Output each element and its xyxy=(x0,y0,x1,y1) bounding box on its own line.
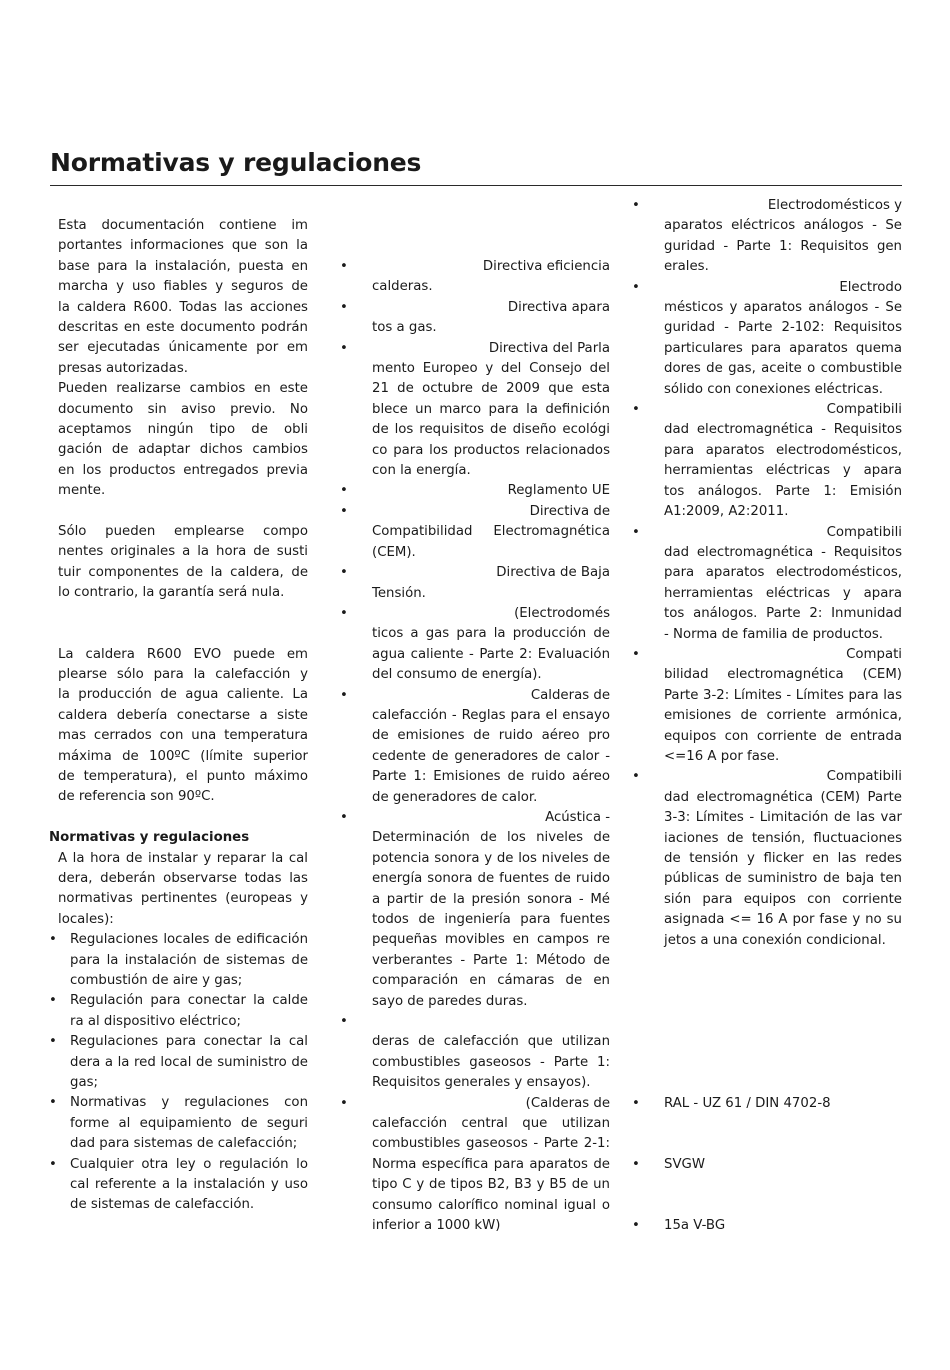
text-line: • Directiva de Baja xyxy=(496,565,610,581)
text-line: de generadores de calor. xyxy=(372,789,538,805)
text-line: A1:2009, A2:2011. xyxy=(664,504,789,520)
list-item xyxy=(340,298,610,339)
column-standards xyxy=(632,196,902,1237)
text-line: Parte 3-2: Límites - Límites para las xyxy=(664,687,902,703)
text-line: gas; xyxy=(70,1075,98,1091)
text-line: caldera debería conectarse a siste xyxy=(58,707,308,723)
text-line: • Acústica - xyxy=(545,809,610,825)
text-line: dores de gas, aceite o combustible xyxy=(664,361,902,377)
title-divider xyxy=(50,185,902,186)
text-line: Esta documentación contiene im xyxy=(58,218,308,233)
text-line: agua caliente - Parte 2: Evaluación xyxy=(372,646,610,662)
text-line: - Norma de familia de productos. xyxy=(664,626,884,642)
list-item xyxy=(340,502,610,563)
list-item xyxy=(632,767,902,951)
text-line: dad electromagnética - Requisitos xyxy=(664,544,902,560)
text-line: combustibles gaseosos - Parte 2-1: xyxy=(372,1136,610,1152)
text-line: máxima de 100ºC (límite superior xyxy=(58,748,308,764)
text-line: públicas de suministro de baja ten xyxy=(664,871,902,887)
text-line: normativas pertinentes (europeas y xyxy=(58,891,308,907)
text-line: • 15a V-BG xyxy=(664,1218,726,1234)
text-line: de emisiones de ruido aéreo pro xyxy=(372,728,610,744)
text-line: base para la instalación, puesta en xyxy=(58,258,308,274)
text-line: herramientas eléctricas y apara xyxy=(664,585,902,601)
text-line: • Regulación para conectar la calde xyxy=(70,993,308,1009)
text-line: • Calderas de xyxy=(530,687,610,703)
text-line: tos análogos. Parte 1: Emisión xyxy=(664,483,902,499)
text-line: para aparatos electrodomésticos, xyxy=(664,565,902,581)
text-line: • Regulaciones locales de edificación xyxy=(70,932,308,948)
text-line: • Directiva eficiencia xyxy=(482,259,610,274)
text-line: guridad - Parte 2-102: Requisitos xyxy=(664,320,902,336)
text-line: • Compatibili xyxy=(826,769,902,785)
text-line: dad para sistemas de calefacción; xyxy=(70,1136,298,1152)
text-line: a partir de la presión sonora - Mé xyxy=(372,891,610,907)
text-line: con la energía. xyxy=(372,463,471,479)
list-item xyxy=(340,1094,610,1237)
text-line: • Directiva del Parla xyxy=(488,340,610,356)
page-title: Normativas y regulaciones xyxy=(50,148,422,177)
text-line: tos análogos. Parte 2: Inmunidad xyxy=(664,606,902,622)
text-line: potencia sonora y de los niveles de xyxy=(372,850,610,866)
text-line: mas cerrados con una temperatura xyxy=(58,728,308,744)
list-item xyxy=(49,1093,308,1154)
text-line: cal referente a la instalación y uso xyxy=(70,1177,308,1193)
list-item xyxy=(49,1032,308,1093)
text-line: calderas. xyxy=(372,279,433,295)
list-item xyxy=(340,686,610,808)
original-parts-paragraph xyxy=(58,522,308,604)
text-line: combustión de aire y gas; xyxy=(70,972,243,988)
text-line: Parte 1: Emisiones de ruido aéreo xyxy=(372,769,610,785)
text-line: dera, deberán observarse todas las xyxy=(58,870,308,886)
text-line: la producción de agua caliente. La xyxy=(58,687,308,703)
text-line: A la hora de instalar y reparar la cal xyxy=(58,850,308,866)
text-line: Compatibilidad Electromagnética xyxy=(372,524,610,540)
text-line: herramientas eléctricas y apara xyxy=(664,463,902,479)
intro-paragraph xyxy=(58,216,308,502)
text-line: de sistemas de calefacción. xyxy=(70,1197,255,1213)
text-line: nentes originales a la hora de susti xyxy=(58,544,308,560)
text-line: verberantes - Parte 1: Método de xyxy=(372,952,610,968)
list-item xyxy=(632,523,902,645)
text-line: • Electrodo xyxy=(839,279,902,295)
text-line: • Electrodomésticos y xyxy=(767,198,902,213)
text-line: bilidad electromagnética (CEM) xyxy=(664,667,902,683)
text-line: • (Electrodomés xyxy=(514,605,610,621)
text-line: • Directiva de xyxy=(529,503,610,519)
text-line: presas autorizadas. xyxy=(58,360,188,376)
list-item xyxy=(632,400,902,522)
text-line: emisiones de corriente armónica, xyxy=(664,708,902,724)
text-line: gación de adaptar dichos cambios xyxy=(58,442,308,458)
text-line: de temperatura), el punto máximo xyxy=(58,768,308,784)
text-line: tipo C y de tipos B2, B3 y B5 de un xyxy=(372,1177,610,1193)
list-item xyxy=(49,1155,308,1216)
text-line: erales. xyxy=(664,259,709,275)
text-line: • RAL - UZ 61 / DIN 4702-8 xyxy=(664,1095,831,1111)
text-line: para aparatos electrodomésticos, xyxy=(664,442,902,458)
text-line: Sólo pueden emplearse compo xyxy=(58,524,308,540)
text-line: Norma específica para aparatos de xyxy=(372,1156,610,1172)
text-line: sayo de paredes duras. xyxy=(372,993,528,1009)
text-line: iaciones de tensión, fluctuaciones xyxy=(664,830,902,846)
text-line: tuir componentes de la caldera, de xyxy=(58,564,308,580)
text-line: • Normativas y regulaciones con xyxy=(70,1095,308,1111)
list-item xyxy=(632,645,902,767)
list-item xyxy=(340,339,610,482)
text-line: Determinación de los niveles de xyxy=(372,830,610,846)
text-line: de referencia son 90ºC. xyxy=(58,789,215,805)
text-line: tos a gas. xyxy=(372,320,437,336)
text-line: Tensión. xyxy=(372,585,426,601)
install-intro-paragraph xyxy=(58,849,308,931)
list-item xyxy=(340,257,610,298)
text-line: dera a la red local de suministro de xyxy=(70,1054,308,1070)
text-line: de tensión y flicker en las redes xyxy=(664,851,902,866)
list-item xyxy=(632,1094,902,1114)
text-line: plearse sólo para la calefacción y xyxy=(58,666,308,682)
text-line: calefacción - Reglas para el ensayo xyxy=(372,707,610,723)
text-line: Pueden realizarse cambios en este xyxy=(58,381,308,397)
list-item xyxy=(340,563,610,604)
text-line: sólido con conexiones eléctricas. xyxy=(664,381,883,397)
text-line: Requisitos generales y ensayos). xyxy=(372,1075,591,1091)
text-line: • Cualquier otra ley o regulación lo xyxy=(70,1156,308,1172)
text-line: <=16 A por fase. xyxy=(664,748,780,764)
list-item xyxy=(632,196,902,278)
usage-paragraph xyxy=(58,645,308,808)
text-line: calefacción central que utilizan xyxy=(372,1116,610,1132)
text-line: lo contrario, la garantía será nula. xyxy=(58,585,285,601)
text-line: ticos a gas para la producción de xyxy=(372,626,610,642)
text-line: co para los productos relacionados xyxy=(372,442,610,458)
list-item xyxy=(340,1012,610,1094)
text-line: • Reglamento UE xyxy=(507,483,610,499)
text-line: mento Europeo y del Consejo del xyxy=(372,361,610,377)
text-line: 3-3: Límites - Limitación de las var xyxy=(664,810,902,826)
text-line: ra al dispositivo eléctrico; xyxy=(70,1013,241,1029)
text-line: para la instalación de sistemas de xyxy=(70,952,308,968)
text-line: jetos a una conexión condicional. xyxy=(664,932,886,948)
list-item xyxy=(340,604,610,686)
text-line: • Regulaciones para conectar la cal xyxy=(70,1034,308,1050)
text-line: del consumo de energía). xyxy=(372,667,542,683)
text-line: aparatos eléctricos análogos - Se xyxy=(664,218,902,234)
text-line: comparación en cámaras de en xyxy=(372,973,610,989)
text-line: en los productos entregados previa xyxy=(58,462,308,478)
text-line: • Compatibili xyxy=(826,524,902,540)
list-item xyxy=(632,278,902,400)
text-line: • (Calderas de xyxy=(525,1095,610,1111)
text-line: • SVGW xyxy=(664,1157,705,1173)
text-line: mésticos y aparatos análogos - Se xyxy=(664,300,902,316)
list-item xyxy=(632,1155,902,1175)
text-line: dad electromagnética (CEM) Parte xyxy=(664,789,902,805)
text-line: pequeñas movibles en campos re xyxy=(372,932,610,948)
text-line: • Compati xyxy=(846,646,902,662)
list-item xyxy=(49,930,308,991)
text-line: dad electromagnética - Requisitos xyxy=(664,422,902,438)
text-line: guridad - Parte 1: Requisitos gen xyxy=(664,238,902,254)
text-line: La caldera R600 EVO puede em xyxy=(58,646,308,662)
text-line: de los requisitos de diseño ecológi xyxy=(372,422,610,438)
text-line: aceptamos ningún tipo de obli xyxy=(58,422,308,438)
text-line: (CEM). xyxy=(372,544,416,560)
text-line: combustibles gaseosos - Parte 1: xyxy=(372,1054,610,1070)
text-line: asignada <= 16 A por fase y no su xyxy=(664,912,902,928)
list-item xyxy=(340,808,610,1012)
text-line: 21 de octubre de 2009 que esta xyxy=(372,381,610,397)
text-line: todos de ingeniería para fuentes xyxy=(372,912,610,927)
text-line: • Compatibili xyxy=(826,402,902,418)
text-line: marcha y uso fiables y seguros de xyxy=(58,279,308,295)
text-line: energía sonora de fuentes de ruido xyxy=(372,871,610,887)
text-line: documento sin aviso previo. No xyxy=(58,401,308,417)
text-line: descritas en este documento podrán xyxy=(58,320,308,336)
text-line xyxy=(372,1012,610,1032)
text-line: la caldera R600. Todas las acciones xyxy=(58,299,308,315)
text-line: portantes informaciones que son la xyxy=(58,238,308,254)
text-line: mente. xyxy=(58,483,106,499)
text-line: blece un marco para la definición xyxy=(372,401,610,417)
text-line: cedente de generadores de calor - xyxy=(372,748,610,764)
text-line: consumo calorífico nominal igual o xyxy=(372,1197,610,1213)
column-directives xyxy=(340,257,610,1237)
text-line: inferior a 1000 kW) xyxy=(372,1218,501,1234)
text-line: locales): xyxy=(58,911,114,927)
list-item xyxy=(340,481,610,501)
list-item xyxy=(632,1216,902,1236)
section-subheading: Normativas y regulaciones xyxy=(49,830,250,846)
list-item xyxy=(49,991,308,1032)
text-line: particulares para aparatos quema xyxy=(664,340,902,356)
text-line: equipos con corriente de entrada xyxy=(664,728,902,744)
text-line: • deras de calefacción que utilizan xyxy=(372,1034,610,1050)
text-line: ser ejecutadas únicamente por em xyxy=(58,340,308,356)
text-line: • Directiva apara xyxy=(507,299,610,315)
text-line: forme al equipamiento de seguri xyxy=(70,1115,308,1131)
column-intro xyxy=(49,216,308,1216)
text-line: sión para equipos con corriente xyxy=(664,891,902,907)
